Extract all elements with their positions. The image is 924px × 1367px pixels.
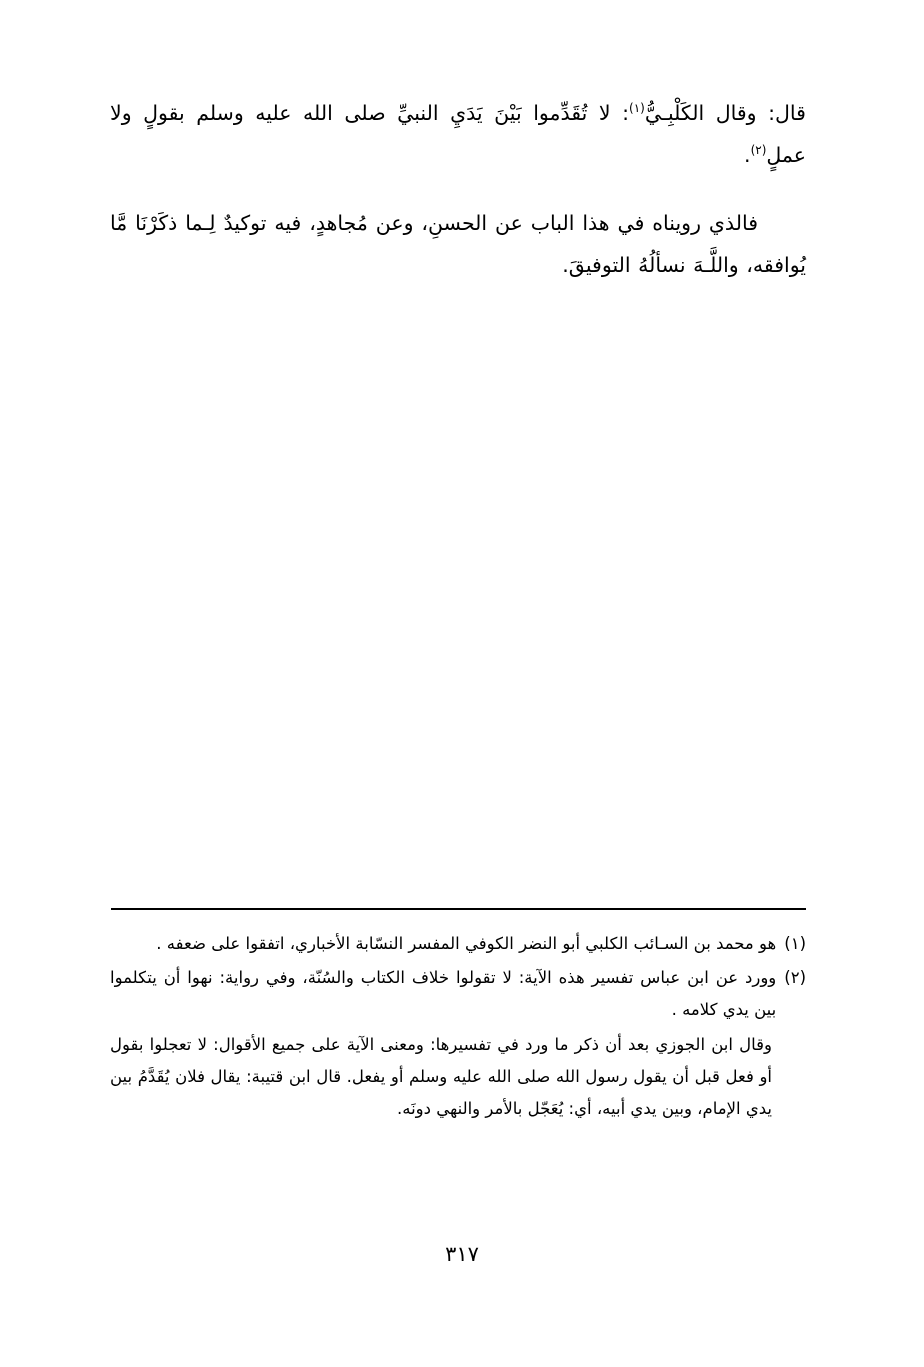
footnote-text: وورد عن ابن عباس تفسير هذه الآية: لا تقولوا خلاف الكتاب والسُنّة، وفي رواية: نهوا أن يتكلموا بين يدي كلامه . xyxy=(110,968,777,1020)
paragraph-1-part-3: . xyxy=(744,143,751,168)
paragraph-1-part-2: : لا تُقَدِّموا بَيْنَ يَدَيِ النبيِّ صلى الله عليه وسلم بقولٍ ولا عملٍ xyxy=(110,101,806,168)
footnote-item xyxy=(110,928,806,960)
footnote-marker: (١) xyxy=(784,934,806,953)
footnotes-block xyxy=(110,928,806,1125)
page-number: ٣١٧ xyxy=(445,1242,479,1266)
body-text-block xyxy=(110,92,806,312)
footnote-separator-rule xyxy=(111,908,806,910)
footnote-text: هو محمد بن السـائب الكلبي أبو النضر الكوفي المفسر النسّابة الأخباري، اتفقوا على ضعفه . xyxy=(156,934,777,953)
paragraph-1 xyxy=(110,92,806,176)
footnote-ref-1: (١) xyxy=(629,101,645,116)
paragraph-1-part-1: قال: وقال الكَلْبِـيُّ xyxy=(644,101,806,125)
footnote-ref-2: (٢) xyxy=(750,143,767,158)
footnote-marker: (٢) xyxy=(784,968,806,988)
paragraph-2: فالذي رويناه في هذا الباب عن الحسنِ، وعن مُجاهدٍ، فيه توكيدٌ لِـما ذكَرْنَا مَّا يُوافقه، واللَّـهَ نسألُهُ التوفيقَ. xyxy=(110,211,806,278)
footnote-item xyxy=(110,962,806,1026)
footnote-continuation: وقال ابن الجوزي بعد أن ذكر ما ورد في تفسيرها: ومعنى الآية على جميع الأقوال: لا تعجلوا بقول أو فعل قبل أن يقول رسول الله صلى الله عليه وسلم أو يفعل. قال ابن قتيبة: يقال فلان يُقَدَّمُ بين يدي الإمام، وبين يدي أبيه، أي: يُعَجّل بالأمر والنهي دونَه. xyxy=(110,1034,772,1118)
